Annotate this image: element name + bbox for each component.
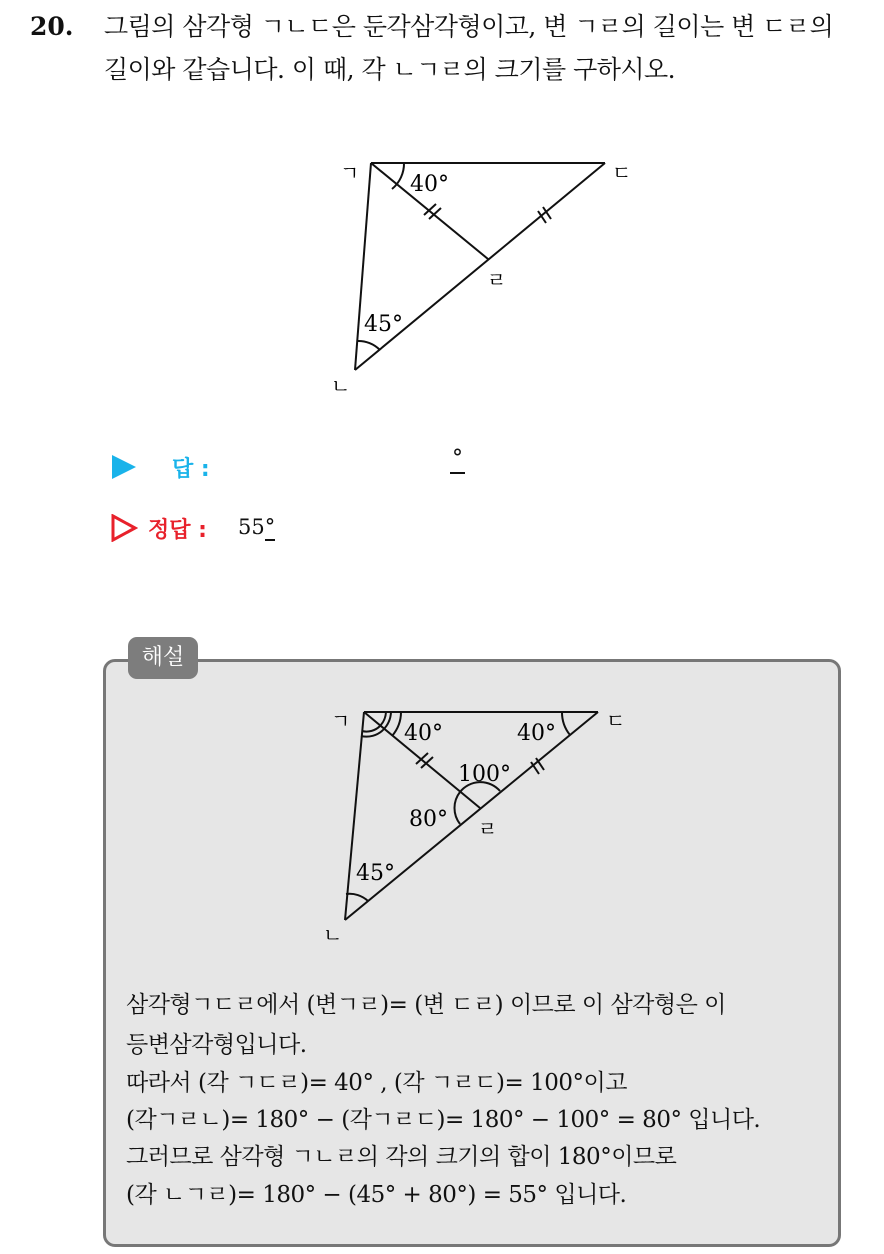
angle-arc-a (392, 712, 401, 736)
angle-d-top-label: 100° (458, 762, 511, 787)
correct-answer-number: 55 (238, 515, 265, 539)
vertex-a-label: ㄱ (331, 709, 351, 733)
side-b-c (345, 712, 598, 920)
angle-arc-d-left (454, 792, 460, 824)
side-a-b (355, 163, 371, 370)
vertex-b-label: ㄴ (331, 374, 351, 398)
vertex-c-label: ㄷ (606, 709, 626, 733)
outline-triangle-icon (110, 514, 138, 542)
angle-b-label: 45° (356, 861, 395, 886)
angle-c-label: 40° (517, 721, 556, 746)
angle-arc-a-inner-1 (380, 712, 386, 726)
explanation-line-2: 등변삼각형입니다. (126, 1032, 307, 1058)
vertex-b-label: ㄴ (323, 923, 343, 945)
triangle-figure (320, 148, 650, 398)
question-number: 20. (30, 12, 74, 41)
vertex-d-label: ㄹ (478, 817, 498, 841)
angle-b-label: 45° (364, 312, 403, 337)
correct-answer-value (238, 515, 275, 539)
angle-d-left-label: 80° (409, 807, 448, 832)
side-b-c (355, 163, 605, 370)
explanation-figure (320, 695, 640, 945)
answer-label: 답 : (172, 457, 210, 482)
explanation-line-1: 삼각형ㄱㄷㄹ에서 (변ㄱㄹ)= (변 ㄷㄹ) 이므로 이 삼각형은 이 (126, 992, 726, 1018)
answer-blank[interactable]: ° (450, 446, 465, 474)
angle-arc-c (562, 712, 570, 735)
explanation-tag: 해설 (128, 637, 198, 679)
angle-a-label: 40° (404, 721, 443, 746)
angle-arc-bad-1 (362, 726, 380, 732)
correct-answer-label: 정답 : (148, 518, 207, 543)
vertex-d-label: ㄹ (487, 268, 507, 292)
side-a-b (345, 712, 364, 920)
explanation-line-5: 그러므로 삼각형 ㄱㄴㄹ의 각의 크기의 합이 180°이므로 (126, 1144, 677, 1170)
play-triangle-icon (112, 455, 136, 479)
angle-arc-b (346, 894, 368, 901)
correct-answer-unit: ° (264, 515, 276, 539)
question-text-line-2: 길이와 같습니다. 이 때, 각 ㄴㄱㄹ의 크기를 구하시오. (104, 55, 676, 84)
vertex-c-label: ㄷ (612, 161, 632, 185)
explanation-line-4: (각ㄱㄹㄴ)= 180° − (각ㄱㄹㄷ)= 180° − 100° = 80° 입니다. (126, 1107, 761, 1133)
explanation-line-3: 따라서 (각 ㄱㄷㄹ)= 40° , (각 ㄱㄹㄷ)= 100°이고 (126, 1070, 627, 1096)
vertex-a-label: ㄱ (340, 161, 360, 185)
angle-a-label: 40° (410, 172, 449, 197)
question-text-line-1: 그림의 삼각형 ㄱㄴㄷ은 둔각삼각형이고, 변 ㄱㄹ의 길이는 변 ㄷㄹ의 (104, 12, 834, 41)
explanation-line-6: (각 ㄴㄱㄹ)= 180° − (45° + 80°) = 55° 입니다. (126, 1182, 627, 1208)
angle-arc-b (357, 341, 380, 350)
